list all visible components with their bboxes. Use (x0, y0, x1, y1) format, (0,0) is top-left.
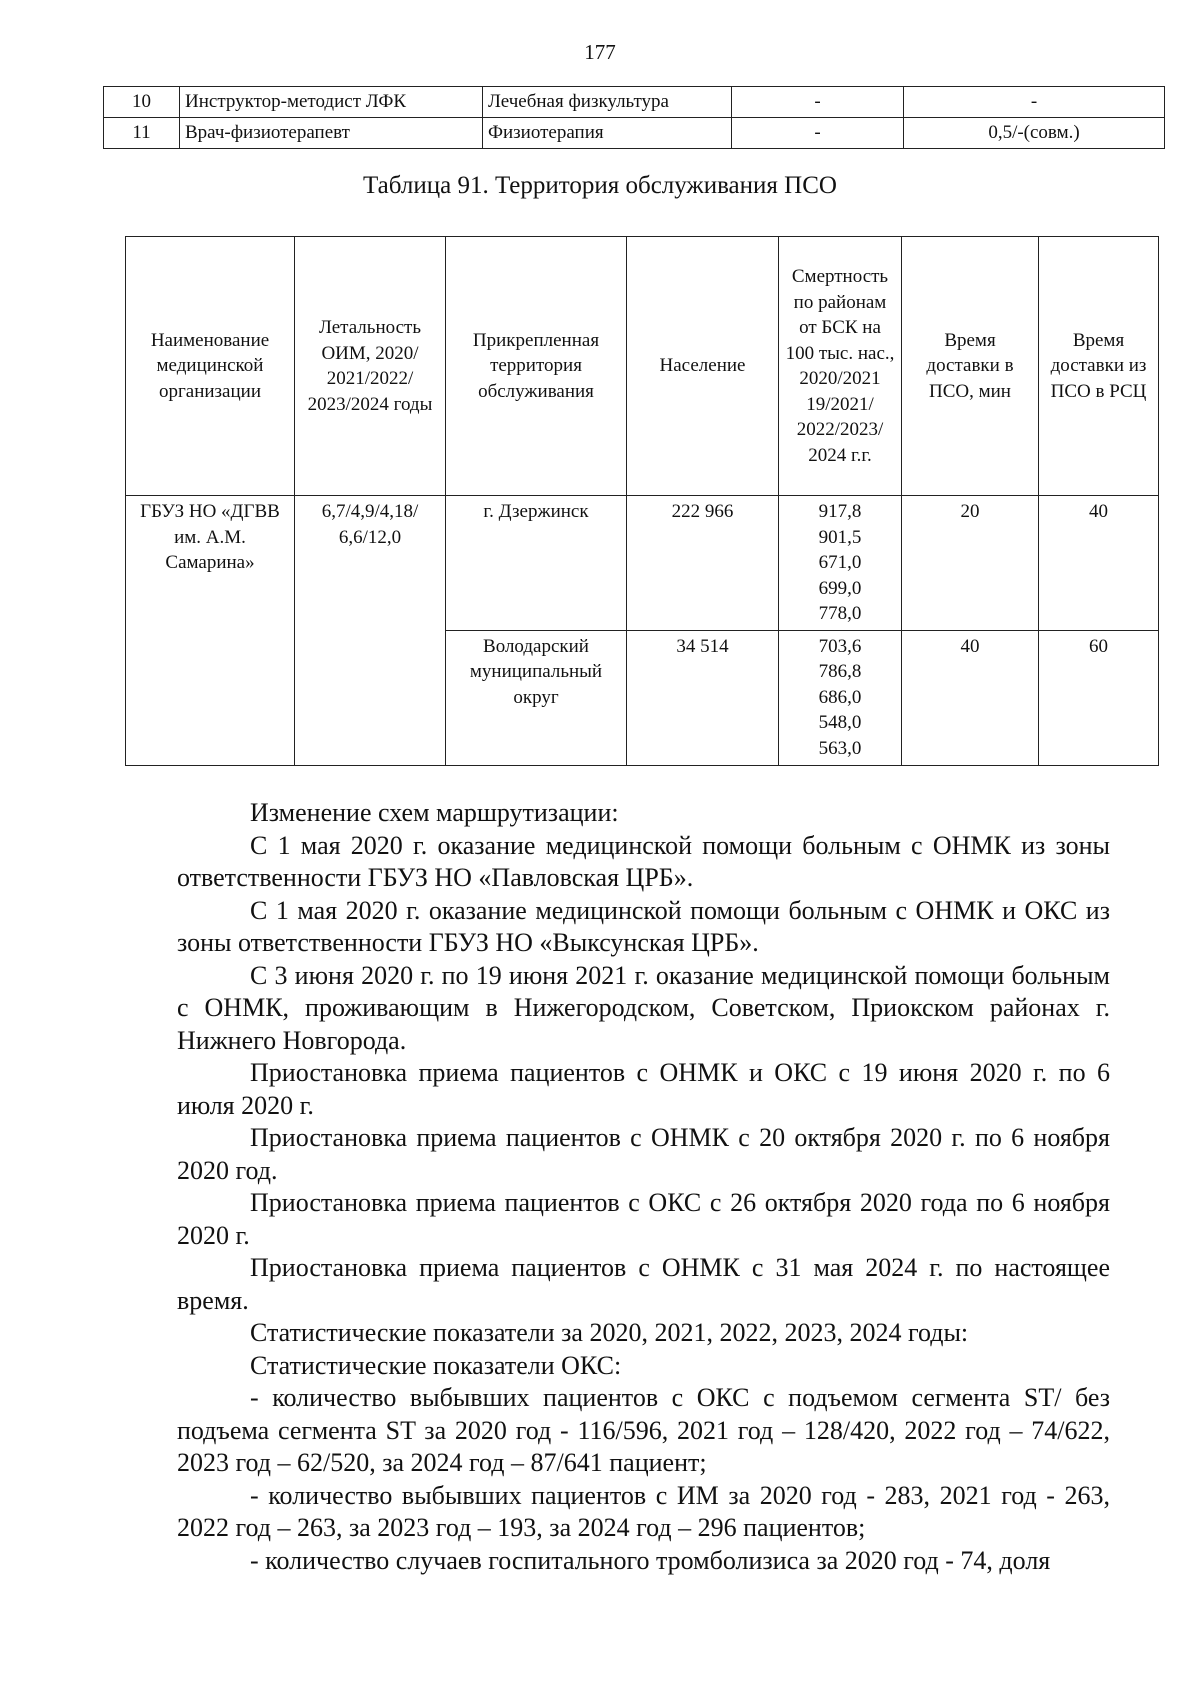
position-cell: Врач-физиотерапевт (180, 118, 483, 149)
page-number: 177 (584, 40, 616, 64)
mortality-cell (779, 496, 902, 631)
value-cell: - (732, 87, 904, 118)
table-caption: Таблица 91. Территория обслуживания ПСО (363, 172, 837, 199)
mortality-cell (779, 630, 902, 765)
paragraph: - количество случаев госпитального тромболизиса за 2020 год - 74, доля (250, 1545, 1051, 1575)
mortality-value: 786,8 (818, 661, 862, 682)
mortality-value: 703,6 (818, 635, 862, 657)
table-row (104, 118, 1165, 149)
position-cell: Инструктор-методист ЛФК (180, 87, 483, 118)
row-number: 10 (104, 87, 180, 118)
value-cell: 0,5/-(совм.) (904, 118, 1165, 149)
paragraph: С 1 мая 2020 г. оказание медицинской помощи больным с ОНМК из зоны ответственности ГБУЗ НО «Павловская ЦРБ». (177, 830, 1110, 892)
lethality-cell-continued (295, 630, 446, 765)
header-population: Население (627, 237, 779, 496)
value-cell: - (732, 118, 904, 149)
header-territory: Прикрепленная территория обслуживания (446, 237, 627, 496)
organization-cell: ГБУЗ НО «ДГВВ им. А.М. Самарина» (126, 496, 295, 631)
header-lethality: Летальность ОИМ, 2020/ 2021/2022/ 2023/2024 годы (295, 237, 446, 496)
header-mortality: Смертность по районам от БСК на 100 тыс. нас., 2020/2021 19/2021/ 2022/2023/ 2024 г.г. (779, 237, 902, 496)
paragraph: Статистические показатели ОКС: (250, 1350, 622, 1380)
paragraph: Изменение схем маршрутизации: (250, 798, 619, 827)
table-header-row (126, 237, 1159, 496)
header-organization: Наименование медицинской организации (126, 237, 295, 496)
paragraph: Статистические показатели за 2020, 2021, 2022, 2023, 2024 годы: (250, 1318, 969, 1347)
table-row (104, 87, 1165, 118)
population-cell: 34 514 (627, 630, 779, 765)
delivery-rsc-cell: 40 (1039, 496, 1159, 631)
paragraph: Приостановка приема пациентов с ОНМК с 20 октября 2020 г. по 6 ноября 2020 год. (177, 1123, 1110, 1185)
paragraph: Приостановка приема пациентов с ОНМК с 31 мая 2024 г. по настоящее время. (177, 1253, 1110, 1315)
paragraph: Приостановка приема пациентов с ОНМК и ОКС с 19 июня 2020 г. по 6 июля 2020 г. (177, 1058, 1110, 1120)
mortality-value: 563,0 (818, 737, 862, 759)
paragraph: - количество выбывших пациентов с ИМ за 2020 год - 283, 2021 год - 263, 2022 год – 263, за 2023 год – 193, за 2024 год – 296 пациентов; (177, 1480, 1110, 1542)
territory-cell: г. Дзержинск (446, 496, 627, 631)
mortality-value: 901,5 (818, 526, 862, 548)
mortality-value: 778,0 (818, 603, 862, 624)
body-text (177, 797, 1110, 1577)
mortality-value: 699,0 (818, 577, 862, 599)
staff-table-continuation (103, 86, 1165, 149)
mortality-value: 548,0 (818, 712, 862, 733)
table-row (126, 630, 1159, 765)
table-row (126, 496, 1159, 631)
paragraph: - количество выбывших пациентов с ОКС с подъемом сегмента ST/ без подъема сегмента ST за 2020 год - 116/596, 2021 год – 128/420, 2022 год – 74/622, 2023 год – 62/520, за 2024 год – 87/641 пациент; (177, 1383, 1110, 1477)
row-number: 11 (104, 118, 180, 149)
delivery-rsc-cell: 60 (1039, 630, 1159, 765)
lethality-cell: 6,7/4,9/4,18/ 6,6/12,0 (295, 496, 446, 631)
value-cell: - (904, 87, 1165, 118)
mortality-value: 917,8 (818, 501, 862, 522)
territory-cell: Володарский муниципальный округ (446, 630, 627, 765)
header-delivery-pso: Время доставки в ПСО, мин (902, 237, 1039, 496)
organization-cell-continued (126, 630, 295, 765)
header-delivery-rsc: Время доставки из ПСО в РСЦ (1039, 237, 1159, 496)
pso-territory-table (125, 236, 1159, 766)
paragraph: С 3 июня 2020 г. по 19 июня 2021 г. оказание медицинской помощи больным с ОНМК, проживающим в Нижегородском, Советском, Приокском районах г. Нижнего Новгорода. (177, 960, 1110, 1055)
delivery-pso-cell: 40 (902, 630, 1039, 765)
mortality-value: 671,0 (818, 552, 862, 573)
paragraph: Приостановка приема пациентов с ОКС с 26 октября 2020 года по 6 ноября 2020 г. (177, 1188, 1110, 1250)
mortality-value: 686,0 (818, 686, 862, 708)
population-cell: 222 966 (627, 496, 779, 631)
paragraph: С 1 мая 2020 г. оказание медицинской помощи больным с ОНМК и ОКС из зоны ответственности ГБУЗ НО «Выксунская ЦРБ». (177, 895, 1110, 957)
department-cell: Физиотерапия (483, 118, 732, 149)
delivery-pso-cell: 20 (902, 496, 1039, 631)
department-cell: Лечебная физкультура (483, 87, 732, 118)
